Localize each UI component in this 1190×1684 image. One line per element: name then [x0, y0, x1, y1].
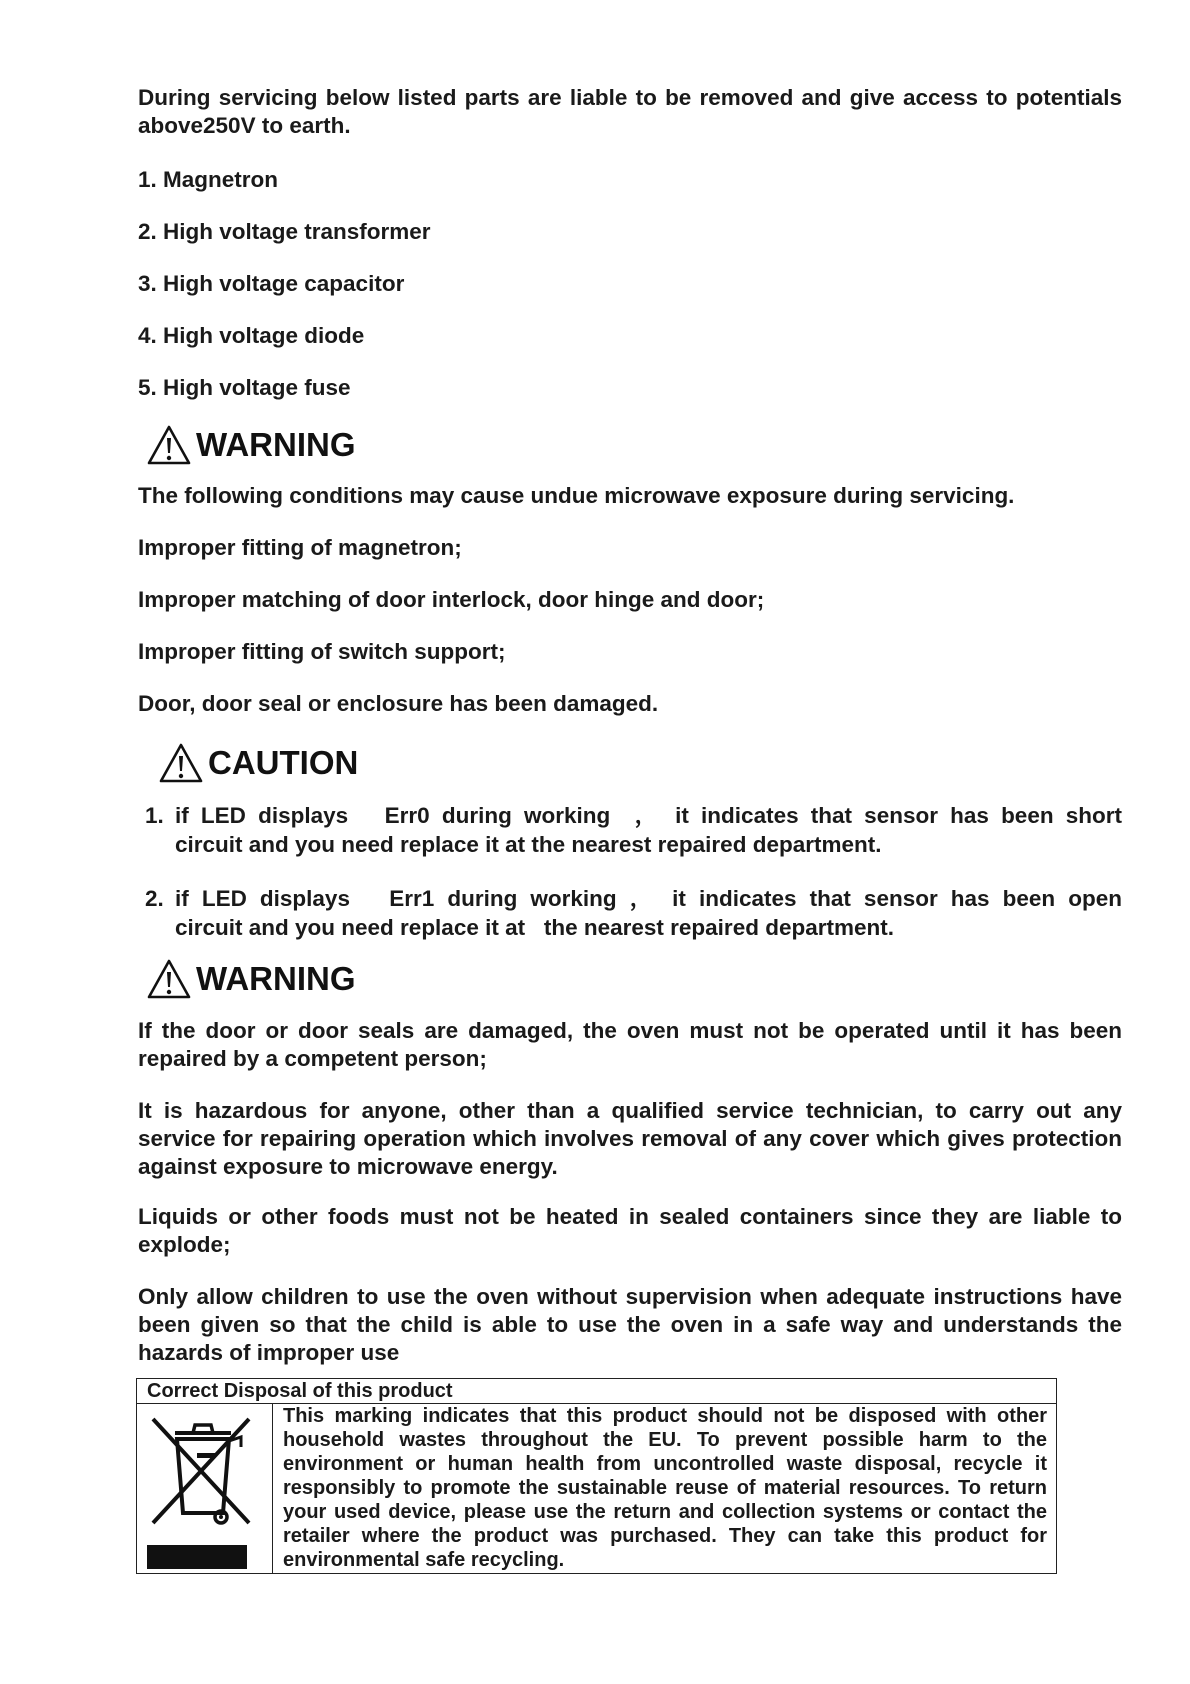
- warning-line: Door, door seal or enclosure has been damaged.: [138, 691, 659, 716]
- warning-paragraph: Only allow children to use the oven without supervision when adequate instructions have been given so that the child is able to use the oven in a safe way and understands the hazards of improper use: [138, 1284, 1122, 1365]
- caution-item-line: circuit and you need replace it at the nearest repaired department.: [175, 915, 894, 940]
- parts-list-item: 5. High voltage fuse: [138, 375, 351, 400]
- intro-paragraph: During servicing below listed parts are liable to be removed and give access to potentials above250V to earth.: [138, 85, 1122, 138]
- parts-list-item: 3. High voltage capacitor: [138, 271, 405, 296]
- caution-item: [145, 884, 1122, 942]
- warning-line: Improper fitting of switch support;: [138, 639, 506, 664]
- caution-item-line: circuit and you need replace it at the nearest repaired department.: [175, 832, 882, 857]
- disposal-text: This marking indicates that this product should not be disposed with other household wastes throughout the EU. To prevent possible harm to the environment or human health from uncontrolled waste disposal, recycle it responsibly to promote the sustainable reuse of material resources. To return your used device, please use the return and collection systems or contact the retailer where the product was purchased. They can take this product for environmental safe recycling.: [283, 1405, 1047, 1571]
- caution-list: [145, 801, 1122, 942]
- caution-item: [145, 801, 1122, 859]
- warning-heading: [146, 958, 356, 1000]
- warning-heading: [146, 424, 356, 466]
- caution-heading: [158, 742, 358, 784]
- caution-item-line: if LED displays Err0 during working ， it indicates that sensor has been short: [175, 803, 1122, 828]
- parts-list-item: 1. Magnetron: [138, 167, 279, 192]
- warning-triangle-icon: [146, 424, 192, 466]
- caution-title: CAUTION: [208, 744, 359, 781]
- warning-paragraph: If the door or door seals are damaged, the oven must not be operated until it has been repaired by a competent person;: [138, 1018, 1122, 1071]
- warning-line: Improper matching of door interlock, door hinge and door;: [138, 587, 765, 612]
- caution-item-line: if LED displays Err1 during working ， it indicates that sensor has been open: [175, 886, 1122, 911]
- caution-item-number: 1.: [145, 803, 164, 828]
- caution-triangle-icon: [158, 742, 204, 784]
- warning-title: WARNING: [196, 960, 356, 997]
- warning-paragraph: Liquids or other foods must not be heated in sealed containers since they are liable to explode;: [138, 1204, 1122, 1257]
- warning-title: WARNING: [196, 426, 356, 463]
- caution-item-number: 2.: [145, 886, 164, 911]
- parts-list-item: 2. High voltage transformer: [138, 219, 431, 244]
- warning-paragraph: It is hazardous for anyone, other than a qualified service technician, to carry out any service for repairing operation which involves removal of any cover which gives protection against exposure to microwave energy.: [138, 1098, 1122, 1179]
- weee-crossed-bin-icon: [145, 1411, 265, 1569]
- parts-list-item: 4. High voltage diode: [138, 323, 365, 348]
- disposal-title: Correct Disposal of this product: [147, 1380, 453, 1402]
- disposal-box: [136, 1378, 1057, 1574]
- warning-triangle-icon: [146, 958, 192, 1000]
- warning-line: The following conditions may cause undue microwave exposure during servicing.: [138, 483, 1015, 508]
- warning-line: Improper fitting of magnetron;: [138, 535, 462, 560]
